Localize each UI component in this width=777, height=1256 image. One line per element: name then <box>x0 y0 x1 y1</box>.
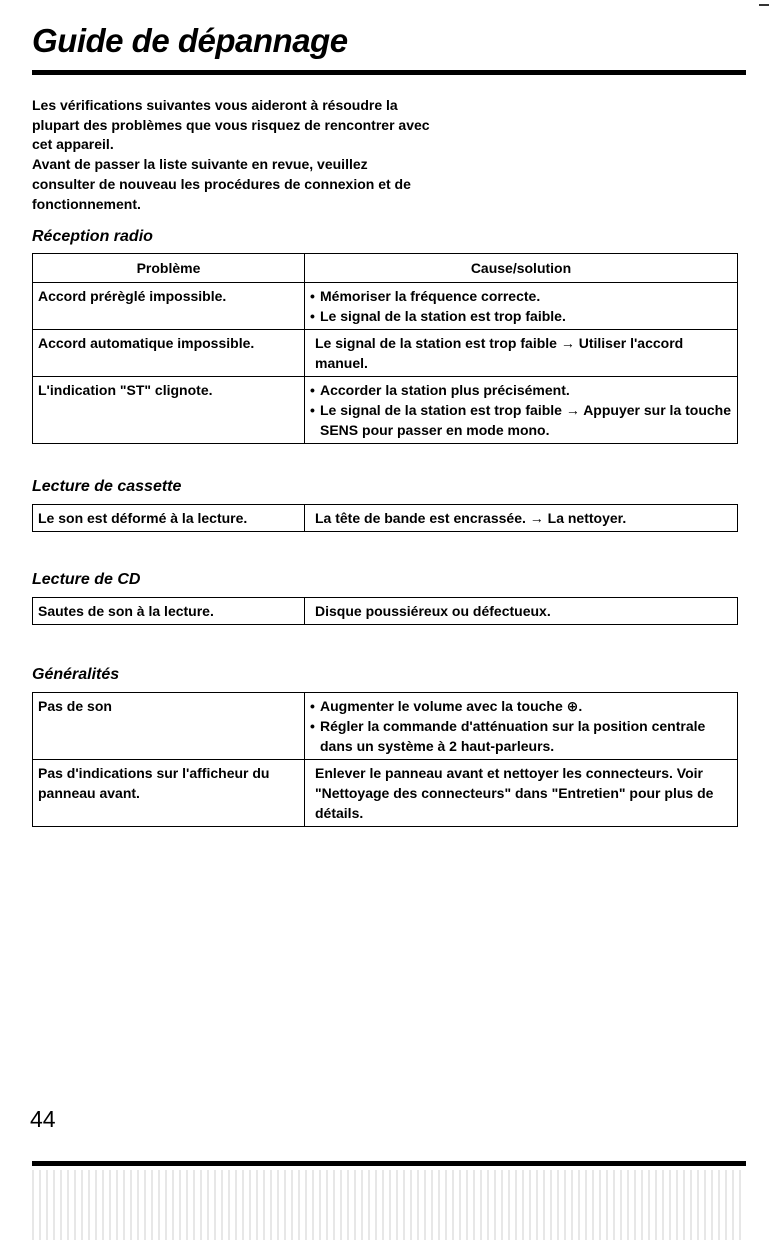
table-row <box>33 598 738 625</box>
solution-line <box>310 716 732 756</box>
solution-cell <box>305 377 738 444</box>
scan-noise <box>32 1170 746 1240</box>
table-row <box>33 283 738 330</box>
header-solution: Cause/solution <box>305 254 738 283</box>
section-title-cd: Lecture de CD <box>32 571 141 588</box>
bullet-icon: • <box>310 718 315 734</box>
solution-text: Accorder la station plus précisément. <box>320 382 570 398</box>
radio-table <box>32 253 738 444</box>
bullet-icon: • <box>310 382 315 398</box>
bullet-icon: • <box>310 402 315 418</box>
table-row <box>33 693 738 760</box>
solution-text: Le signal de la station est trop faible → Utiliser l'accord manuel. <box>315 335 684 371</box>
page-title: Guide de dépannage <box>32 22 348 59</box>
table-row <box>33 760 738 827</box>
cassette-table <box>32 504 738 532</box>
header-problem: Problème <box>33 254 305 283</box>
section-title-cassette: Lecture de cassette <box>32 478 182 495</box>
solution-line <box>310 286 732 306</box>
bullet-icon: • <box>310 308 315 324</box>
problem-cell: Pas de son <box>33 693 305 760</box>
solution-text: Régler la commande d'atténuation sur la position centrale dans un système à 2 haut-parleurs. <box>320 718 706 754</box>
intro-paragraph: Les vérifications suivantes vous aideront à résoudre la plupart des problèmes que vous risquez de rencontrer avec cet appareil. <box>32 97 430 153</box>
table-header-row <box>33 254 738 283</box>
solution-line <box>310 380 732 400</box>
page-number: 44 <box>30 1106 56 1132</box>
problem-cell: Sautes de son à la lecture. <box>33 598 305 625</box>
general-table <box>32 692 738 827</box>
solution-cell <box>305 760 738 827</box>
solution-text: Le signal de la station est trop faible → Appuyer sur la touche SENS pour passer en mode mono. <box>320 402 732 438</box>
problem-cell: Accord automatique impossible. <box>33 330 305 377</box>
solution-text: Disque poussiéreux ou défectueux. <box>315 603 551 619</box>
solution-text: Augmenter le volume avec la touche ⊕. <box>320 698 583 714</box>
solution-cell <box>305 693 738 760</box>
solution-text: Enlever le panneau avant et nettoyer les connecteurs. Voir "Nettoyage des connecteurs" dans "Entretien" pour plus de détails. <box>315 765 714 821</box>
table-row <box>33 330 738 377</box>
solution-text: Mémoriser la fréquence correcte. <box>320 288 541 304</box>
table-row <box>33 377 738 444</box>
solution-cell <box>305 505 738 532</box>
solution-text: La tête de bande est encrassée. → La nettoyer. <box>315 510 627 526</box>
solution-line <box>310 696 732 716</box>
table-row <box>33 505 738 532</box>
title-divider <box>32 70 746 75</box>
cd-table <box>32 597 738 625</box>
problem-cell: Pas d'indications sur l'afficheur du panneau avant. <box>33 760 305 827</box>
problem-cell: Accord prérèglé impossible. <box>33 283 305 330</box>
problem-cell: Le son est déformé à la lecture. <box>33 505 305 532</box>
footer-divider <box>32 1161 746 1166</box>
solution-cell <box>305 283 738 330</box>
section-title-general: Généralités <box>32 666 120 683</box>
bullet-icon: • <box>310 288 315 304</box>
solution-cell <box>305 598 738 625</box>
intro-text <box>32 96 432 214</box>
solution-cell <box>305 330 738 377</box>
intro-paragraph: Avant de passer la liste suivante en revue, veuillez consulter de nouveau les procédures de connexion et de fonctionnement. <box>32 156 411 212</box>
section-title-radio: Réception radio <box>32 228 153 245</box>
problem-cell: L'indication "ST" clignote. <box>33 377 305 444</box>
bullet-icon: • <box>310 698 315 714</box>
solution-text: Le signal de la station est trop faible. <box>320 308 566 324</box>
solution-line <box>310 400 732 440</box>
solution-line <box>310 306 732 326</box>
scan-mark <box>759 4 769 6</box>
